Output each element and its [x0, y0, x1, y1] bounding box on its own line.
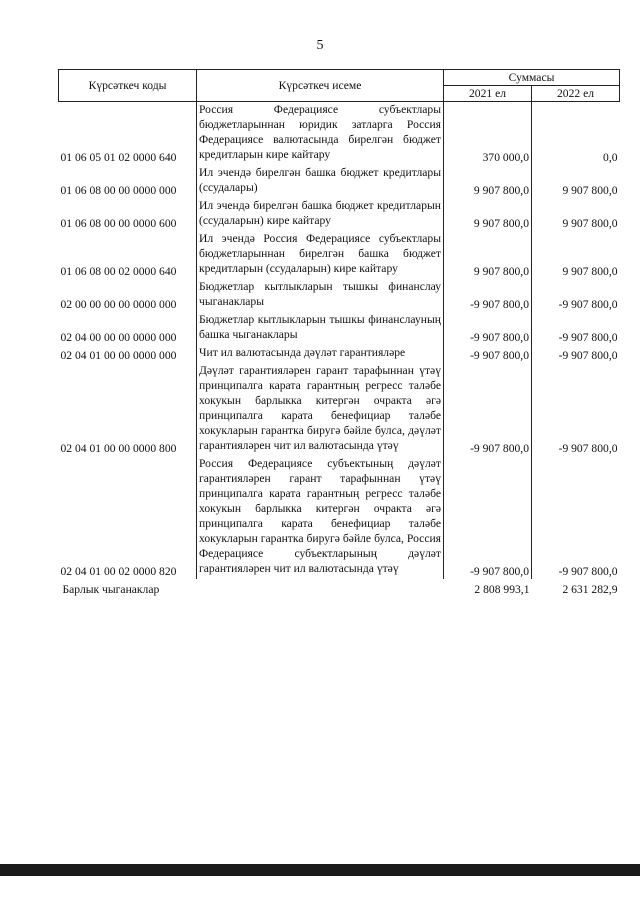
row-amount-2021: -9 907 800,0	[444, 279, 532, 312]
row-amount-2022: 9 907 800,0	[562, 265, 618, 278]
total-amount-2021: 2 808 993,1	[474, 583, 530, 596]
total-row	[59, 579, 620, 597]
table-row	[59, 312, 620, 345]
row-code: 01 06 08 00 00 0000 600	[60, 217, 177, 230]
row-amount-2022: 9 907 800,0	[562, 217, 618, 230]
table-row	[59, 456, 620, 579]
row-amount-2021: 9 907 800,0	[444, 198, 532, 231]
table-row	[59, 165, 620, 198]
header-year-2021: 2021 ел	[444, 86, 532, 102]
table-row	[59, 198, 620, 231]
row-amount-2022: 9 907 800,0	[562, 184, 618, 197]
row-code: 02 04 01 00 02 0000 820	[60, 565, 177, 578]
row-name: Россия Федерациясе субъектлары бюджетларыннан юридик затларга Россия Федерациясе валютасында бирелгән бюджет кредитларын кире кайтару	[197, 102, 444, 166]
row-code: 02 04 01 00 00 0000 800	[60, 442, 177, 455]
total-label: Барлык чыганаклар	[62, 583, 160, 596]
table-row	[59, 231, 620, 279]
row-name: Бюджетлар кытлыкларын тышкы финанслауның башка чыганаклары	[197, 312, 444, 345]
row-name: Ил эчендә бирелгән башка бюджет кредитларын (ссудаларын) кире кайтару	[197, 198, 444, 231]
row-code: 01 06 08 00 00 0000 000	[60, 184, 177, 197]
row-amount-2021: 9 907 800,0	[444, 231, 532, 279]
table-row	[59, 345, 620, 363]
row-amount-2022: -9 907 800,0	[558, 442, 618, 455]
table-row	[59, 279, 620, 312]
table-header	[59, 70, 620, 102]
row-name: Ил эчендә Россия Федерациясе субъектлары бюджетларыннан бирелгән башка бюджет кредитларын (ссудаларын) кире кайтару	[197, 231, 444, 279]
row-code: 02 00 00 00 00 0000 000	[60, 298, 177, 311]
row-amount-2021: -9 907 800,0	[444, 456, 532, 579]
row-amount-2021: -9 907 800,0	[444, 345, 532, 363]
header-name: Күрсәткеч исеме	[197, 70, 444, 102]
scan-edge-bar	[0, 864, 640, 876]
row-code: 02 04 01 00 00 0000 000	[60, 349, 177, 362]
row-name: Россия Федерациясе субъектының дәүләт гарантияләрен гарант тарафыннан үтәү принципалга карата гарантның регресс таләбе хокукын барлыкка китергән очракта әгә принципалга карата бенефициар таләбе хокукларын гарантка биругә бәйле булса, Россия Федерациясе субъектларының дәүләт гарантияләрен чит ил валютасында үтәү	[197, 456, 444, 579]
row-name: Ил эчендә бирелгән башка бюджет кредитлары (ссудалары)	[197, 165, 444, 198]
total-amount-2022: 2 631 282,9	[562, 583, 618, 596]
row-amount-2022: -9 907 800,0	[558, 331, 618, 344]
row-name: Дәүләт гарантияләрен гарант тарафыннан үтәү принципалга карата гарантның регресс таләбе хокукын барлыкка китергән очракта әгә принципалга карата бенефициар таләбе хокукларын гарантка биругә бәйле булса, дәүләт гарантияләрен чит ил валютасында үтәү	[197, 363, 444, 456]
table-body	[59, 102, 620, 598]
row-amount-2022: -9 907 800,0	[558, 349, 618, 362]
sources-table	[58, 69, 620, 597]
row-amount-2021: -9 907 800,0	[444, 363, 532, 456]
row-name: Чит ил валютасында дәүләт гарантияләре	[197, 345, 444, 363]
row-amount-2021: -9 907 800,0	[444, 312, 532, 345]
row-code: 01 06 08 00 02 0000 640	[60, 265, 177, 278]
table-row	[59, 102, 620, 166]
row-name: Бюджетлар кытлыкларын тышкы финанслау чыганаклары	[197, 279, 444, 312]
row-amount-2021: 9 907 800,0	[444, 165, 532, 198]
row-amount-2022: -9 907 800,0	[558, 565, 618, 578]
row-amount-2022: 0,0	[603, 151, 618, 164]
row-amount-2022: -9 907 800,0	[558, 298, 618, 311]
row-code: 01 06 05 01 02 0000 640	[60, 151, 177, 164]
header-code: Күрсәткеч коды	[59, 70, 197, 102]
row-amount-2021: 370 000,0	[444, 102, 532, 166]
header-sum: Суммасы	[444, 70, 620, 86]
page-number: 5	[316, 38, 324, 53]
header-year-2022: 2022 ел	[532, 86, 620, 102]
table-row	[59, 363, 620, 456]
row-code: 02 04 00 00 00 0000 000	[60, 331, 177, 344]
